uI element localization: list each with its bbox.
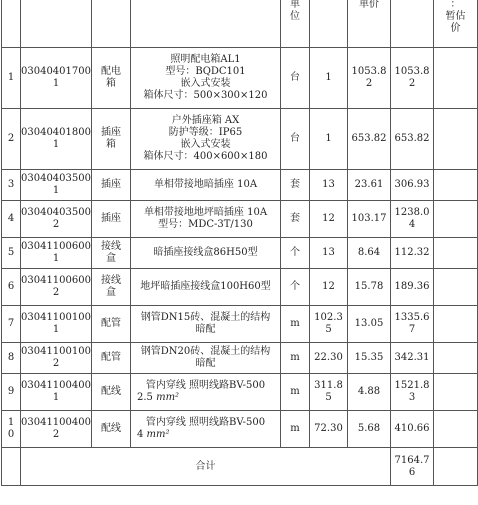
item-code-cell: 030411004001	[21, 374, 92, 411]
estimated-price-cell	[434, 411, 478, 448]
estimated-price-cell	[434, 48, 478, 109]
table-row	[2, 238, 478, 269]
item-description-cell: 管内穿线 照明线路BV-500 4 mm²	[131, 411, 281, 448]
item-code-cell: 030404035001	[21, 170, 92, 201]
row-number-cell: 1	[2, 48, 21, 109]
estimated-price-cell	[434, 201, 478, 238]
item-description-cell: 户外插座箱 AX 防护等级：IP65 嵌入式安装 箱体尺寸：400×600×180	[131, 109, 281, 170]
item-code-cell: 030404035002	[21, 201, 92, 238]
amount-cell: 1335.6 7	[391, 306, 434, 343]
row-number-cell: 6	[2, 269, 21, 306]
unit-cell: m	[281, 306, 310, 343]
quantity-cell: 12	[310, 269, 348, 306]
table-row	[2, 269, 478, 306]
row-number-cell: 2	[2, 109, 21, 170]
estimated-price-cell	[434, 343, 478, 374]
table-row	[2, 170, 478, 201]
item-name-cell: 插座	[92, 201, 131, 238]
amount-cell: 306.93	[391, 170, 434, 201]
item-description-cell: 单相带接地地坪暗插座 10A 型号：MDC-3T/130	[131, 201, 281, 238]
item-name-cell: 配管	[92, 343, 131, 374]
quantity-cell: 12	[310, 201, 348, 238]
item-name-cell: 接线 盒	[92, 238, 131, 269]
unit-price-cell: 15.78	[348, 269, 391, 306]
unit-price-cell: 4.88	[348, 374, 391, 411]
item-name-cell: 配线	[92, 411, 131, 448]
estimated-price-cell	[434, 170, 478, 201]
unit-cell: m	[281, 343, 310, 374]
table-row	[2, 411, 478, 448]
total-label: 合计	[21, 448, 391, 486]
blank-cell	[2, 448, 21, 486]
header-cell	[2, 0, 21, 48]
table-row	[2, 343, 478, 374]
item-code-cell: 030411001002	[21, 343, 92, 374]
row-number-cell: 4	[2, 201, 21, 238]
bill-of-quantities-table	[1, 0, 478, 486]
table-row	[2, 374, 478, 411]
quantity-cell: 13	[310, 170, 348, 201]
amount-cell: 112.32	[391, 238, 434, 269]
item-description-cell: 钢管DN20砖、混凝土的结构 暗配	[131, 343, 281, 374]
unit-price-cell: 5.68	[348, 411, 391, 448]
header-unit: 单 位	[281, 0, 310, 48]
item-code-cell: 030411006001	[21, 238, 92, 269]
quantity-cell: 1	[310, 48, 348, 109]
header-cell	[391, 0, 434, 48]
item-description-cell: 钢管DN15砖、混凝土的结构 暗配	[131, 306, 281, 343]
header-cell	[310, 0, 348, 48]
item-description-cell: 单相带接地暗插座 10A	[131, 170, 281, 201]
item-description-cell: 地坪暗插座接线盒100H60型	[131, 269, 281, 306]
total-row	[2, 448, 478, 486]
grand-total-cell: 7164.7 6	[391, 448, 434, 486]
unit-price-cell: 1053.8 2	[348, 48, 391, 109]
item-code-cell: 030411006002	[21, 269, 92, 306]
row-number-cell: 8	[2, 343, 21, 374]
item-name-cell: 接线 盒	[92, 269, 131, 306]
header-unit-price: 单价	[348, 0, 391, 48]
item-name-cell: 配线	[92, 374, 131, 411]
unit-cell: 套	[281, 201, 310, 238]
amount-cell: 1053.8 2	[391, 48, 434, 109]
quantity-cell: 1	[310, 109, 348, 170]
item-code-cell: 030411004002	[21, 411, 92, 448]
amount-cell: 342.31	[391, 343, 434, 374]
unit-price-cell: 103.17	[348, 201, 391, 238]
table-row	[2, 306, 478, 343]
table-row	[2, 109, 478, 170]
quantity-cell: 72.30	[310, 411, 348, 448]
header-cell	[131, 0, 281, 48]
header-estimated-price: ： 暂估 价	[434, 0, 478, 48]
item-code-cell: 030404018001	[21, 109, 92, 170]
estimated-price-cell	[434, 109, 478, 170]
estimated-price-cell	[434, 238, 478, 269]
unit-price-cell: 15.35	[348, 343, 391, 374]
row-number-cell: 1 0	[2, 411, 21, 448]
unit-price-cell: 8.64	[348, 238, 391, 269]
amount-cell: 410.66	[391, 411, 434, 448]
item-name-cell: 配管	[92, 306, 131, 343]
estimated-total-cell	[434, 448, 478, 486]
item-description-cell: 照明配电箱AL1 型号：BQDC101 嵌入式安装 箱体尺寸：500×300×120	[131, 48, 281, 109]
item-name-cell: 插座	[92, 170, 131, 201]
amount-cell: 653.82	[391, 109, 434, 170]
unit-cell: 台	[281, 109, 310, 170]
unit-symbol: mm²	[156, 392, 180, 403]
estimated-price-cell	[434, 374, 478, 411]
estimated-price-cell	[434, 306, 478, 343]
quantity-cell: 102.3 5	[310, 306, 348, 343]
unit-cell: 个	[281, 238, 310, 269]
unit-cell: 个	[281, 269, 310, 306]
row-number-cell: 3	[2, 170, 21, 201]
header-row	[2, 0, 478, 48]
unit-price-cell: 653.82	[348, 109, 391, 170]
unit-symbol: mm²	[146, 429, 170, 440]
table-row	[2, 48, 478, 109]
item-description-cell: 暗插座接线盒86H50型	[131, 238, 281, 269]
unit-cell: 套	[281, 170, 310, 201]
unit-cell: m	[281, 411, 310, 448]
unit-price-cell: 13.05	[348, 306, 391, 343]
item-code-cell: 030411001001	[21, 306, 92, 343]
item-code-cell: 030404017001	[21, 48, 92, 109]
row-number-cell: 9	[2, 374, 21, 411]
amount-cell: 189.36	[391, 269, 434, 306]
amount-cell: 1238.0 4	[391, 201, 434, 238]
header-cell	[21, 0, 92, 48]
item-name-cell: 插座 箱	[92, 109, 131, 170]
estimated-price-cell	[434, 269, 478, 306]
quantity-cell: 13	[310, 238, 348, 269]
row-number-cell: 5	[2, 238, 21, 269]
item-name-cell: 配电 箱	[92, 48, 131, 109]
item-description-cell: 管内穿线 照明线路BV-500 2.5 mm²	[131, 374, 281, 411]
header-cell	[92, 0, 131, 48]
unit-cell: 台	[281, 48, 310, 109]
quantity-cell: 22.30	[310, 343, 348, 374]
unit-cell: m	[281, 374, 310, 411]
quantity-cell: 311.8 5	[310, 374, 348, 411]
row-number-cell: 7	[2, 306, 21, 343]
unit-price-cell: 23.61	[348, 170, 391, 201]
table-row	[2, 201, 478, 238]
amount-cell: 1521.8 3	[391, 374, 434, 411]
